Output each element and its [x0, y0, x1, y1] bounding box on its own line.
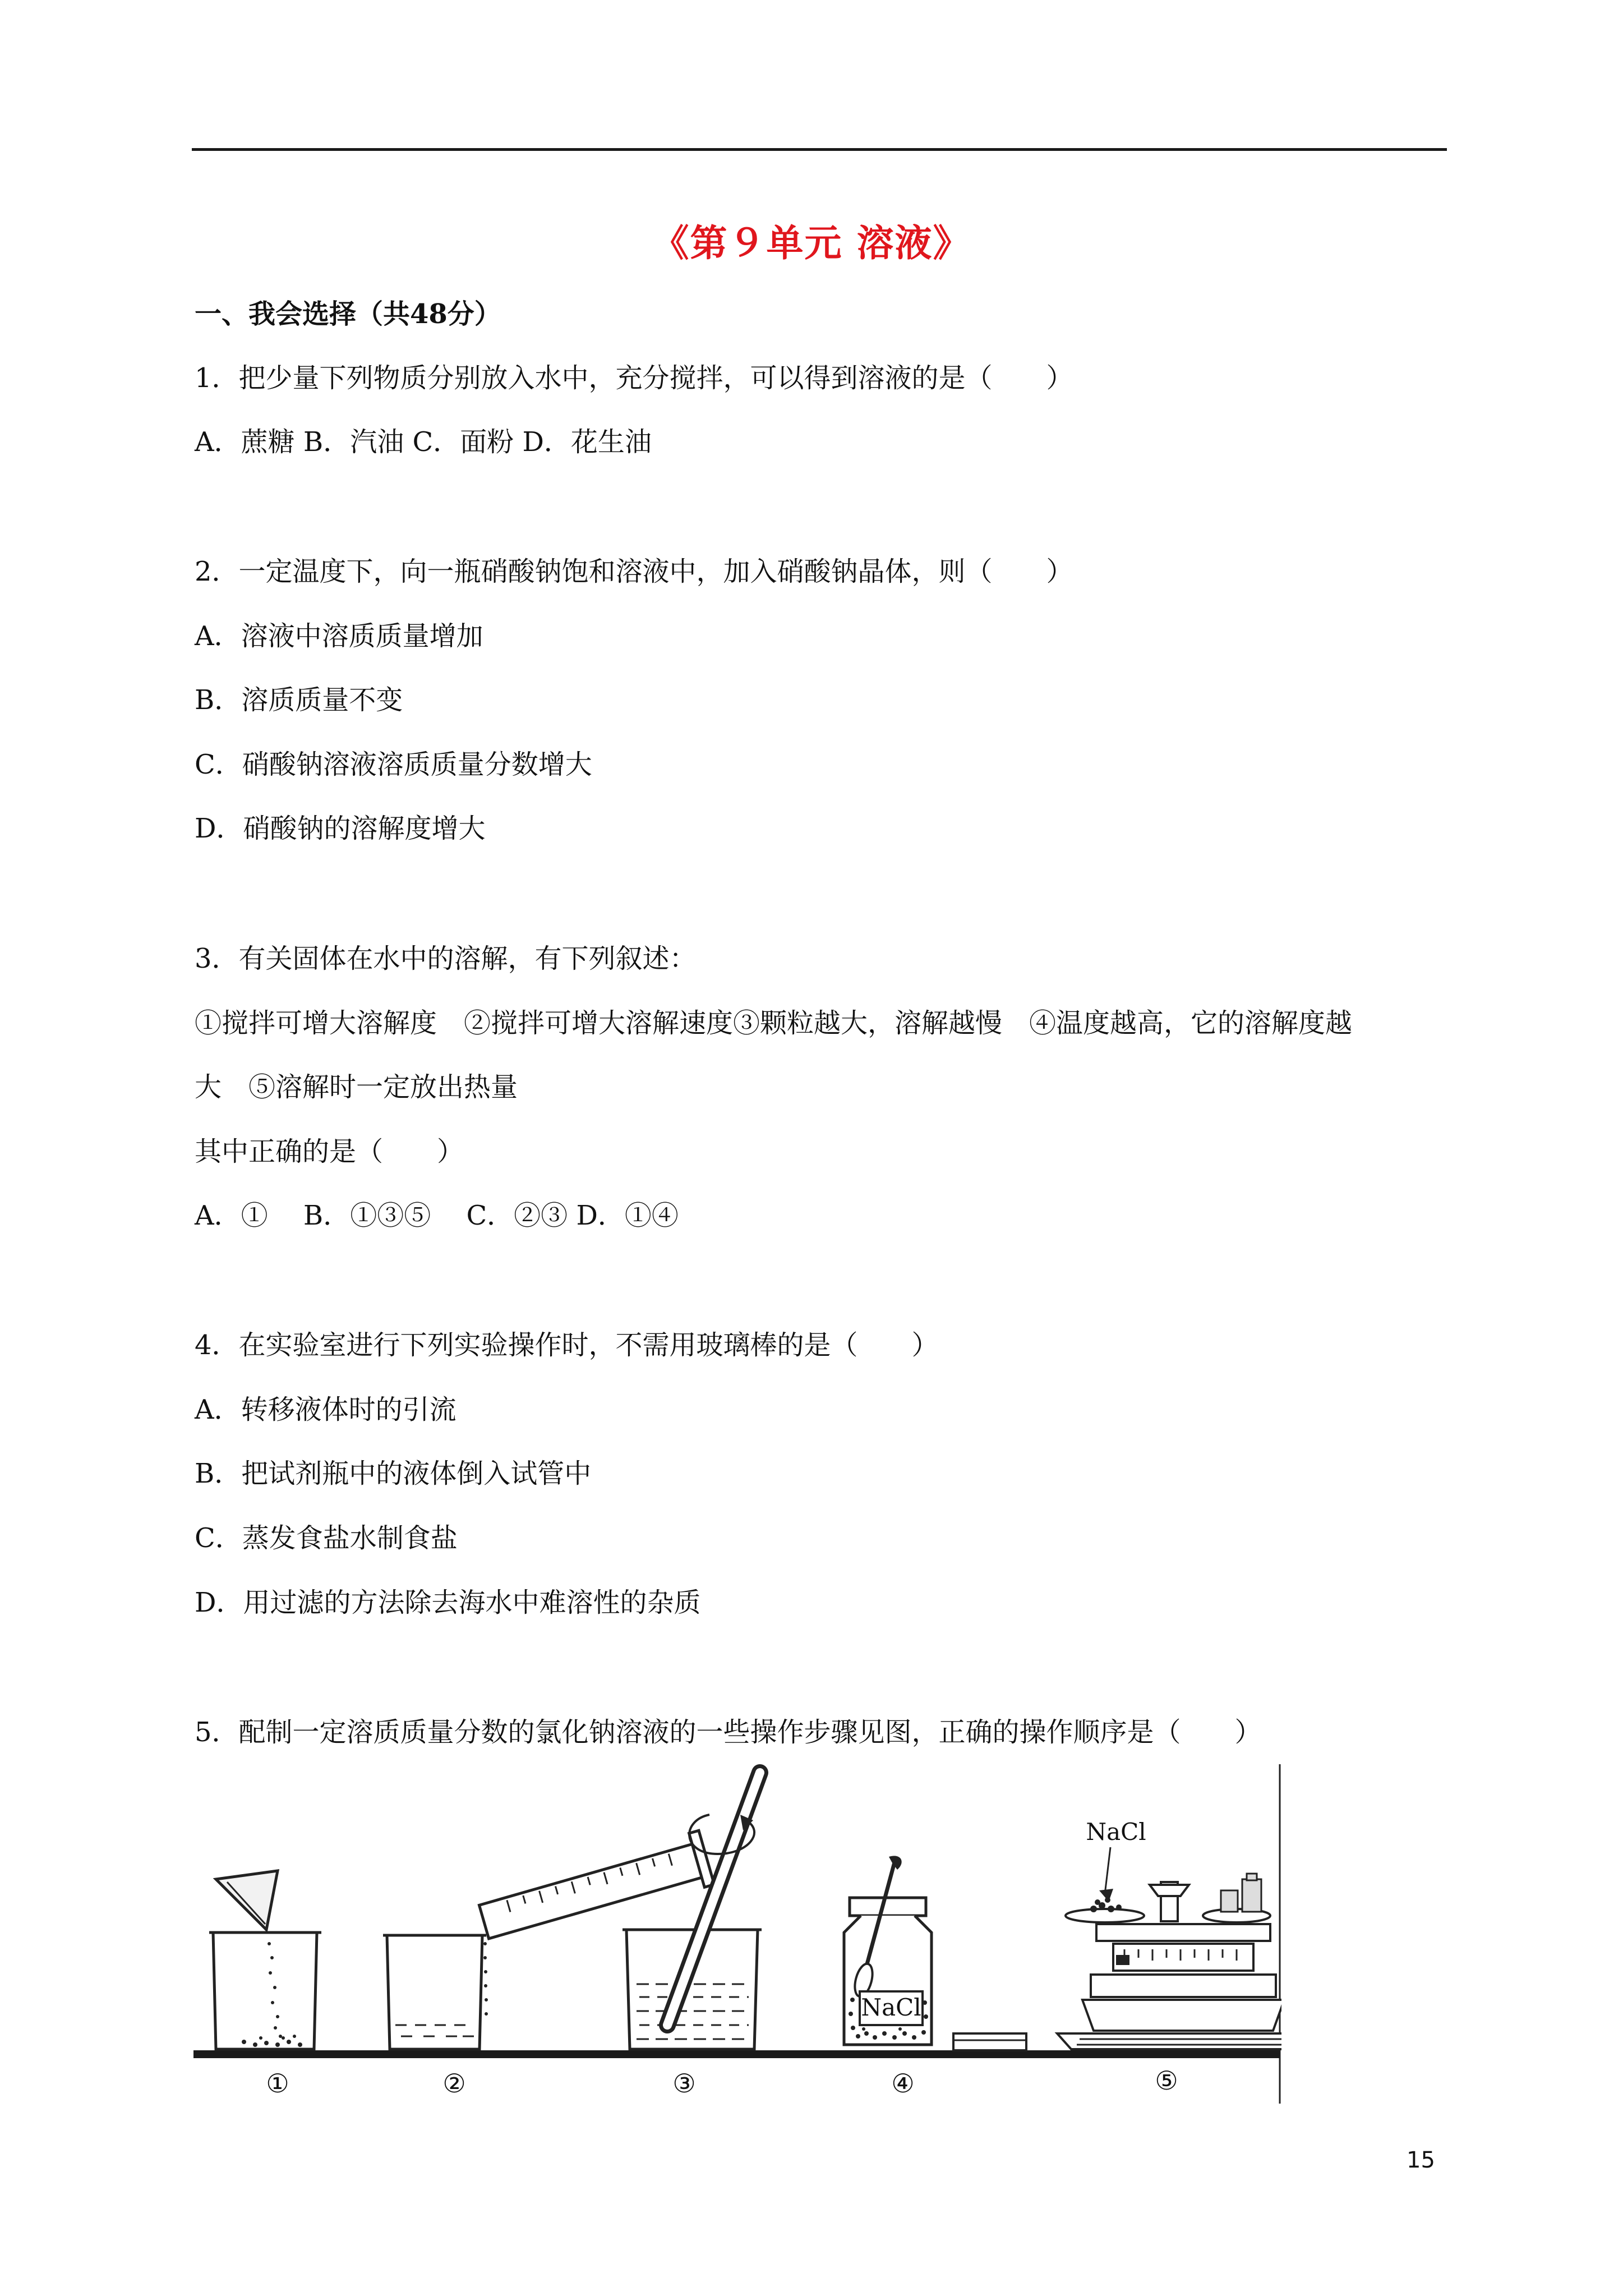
q1-options: A．蔗糖 B．汽油 C．面粉 D．花生油 [195, 426, 652, 458]
q3-question: 其中正确的是（ ） [195, 1136, 464, 1167]
q4-option-c: C．蒸发食盐水制食盐 [195, 1522, 458, 1554]
step-label-5: ⑤ [1155, 2065, 1178, 2096]
q4-stem: 4．在实验室进行下列实验操作时，不需用玻璃棒的是（ ） [195, 1329, 939, 1361]
lab-bench [193, 2050, 1280, 2058]
step5-balance [1057, 1818, 1281, 2049]
page-number: 15 [1407, 2147, 1435, 2173]
balance-label-text: NaCl [1086, 1818, 1146, 1846]
q4-option-d: D．用过滤的方法除去海水中难溶性的杂质 [195, 1587, 701, 1618]
q4-option-a: A．转移液体时的引流 [195, 1394, 457, 1425]
step1-pour-solid [209, 1871, 321, 2049]
step-label-4: ④ [891, 2068, 915, 2099]
q2-option-d: D．硝酸钠的溶解度增大 [195, 813, 486, 844]
q2-option-c: C．硝酸钠溶液溶质质量分数增大 [195, 749, 592, 780]
q3-statement-line1: ①搅拌可增大溶解度 ②搅拌可增大溶解速度③颗粒越大，溶解越慢 ④温度越高，它的溶解度越 [195, 1007, 1353, 1039]
q3-statement-line2: 大 ⑤溶解时一定放出热量 [195, 1071, 518, 1103]
header-rule [192, 148, 1447, 151]
bottle-label-text: NaCl [861, 1994, 921, 2021]
page-title: 《第９单元 溶液》 [652, 221, 971, 265]
step4-reagent-bottle [844, 1856, 1026, 2050]
q3-stem: 3．有关固体在水中的溶解，有下列叙述： [195, 943, 697, 974]
q4-option-b: B．把试剂瓶中的液体倒入试管中 [195, 1458, 592, 1489]
q1-stem: 1．把少量下列物质分别放入水中，充分搅拌，可以得到溶液的是（ ） [195, 362, 1073, 394]
q5-stem: 5．配制一定溶质质量分数的氯化钠溶液的一些操作步骤见图，正确的操作顺序是（ ） [195, 1717, 1262, 1748]
step-label-1: ① [266, 2068, 289, 2099]
q2-option-a: A．溶液中溶质质量增加 [195, 620, 483, 652]
step-label-3: ③ [672, 2068, 696, 2099]
step3-stir [623, 1773, 762, 2049]
q2-stem: 2．一定温度下，向一瓶硝酸钠饱和溶液中，加入硝酸钠晶体，则（ ） [195, 556, 1073, 587]
q2-option-b: B．溶质质量不变 [195, 684, 403, 716]
section-heading: 一、我会选择（共48分） [195, 298, 501, 330]
step-label-2: ② [442, 2068, 466, 2099]
lab-steps-figure [193, 1764, 1281, 2104]
q3-options: A．① B．①③⑤ C．②③ D．①④ [195, 1200, 679, 1231]
